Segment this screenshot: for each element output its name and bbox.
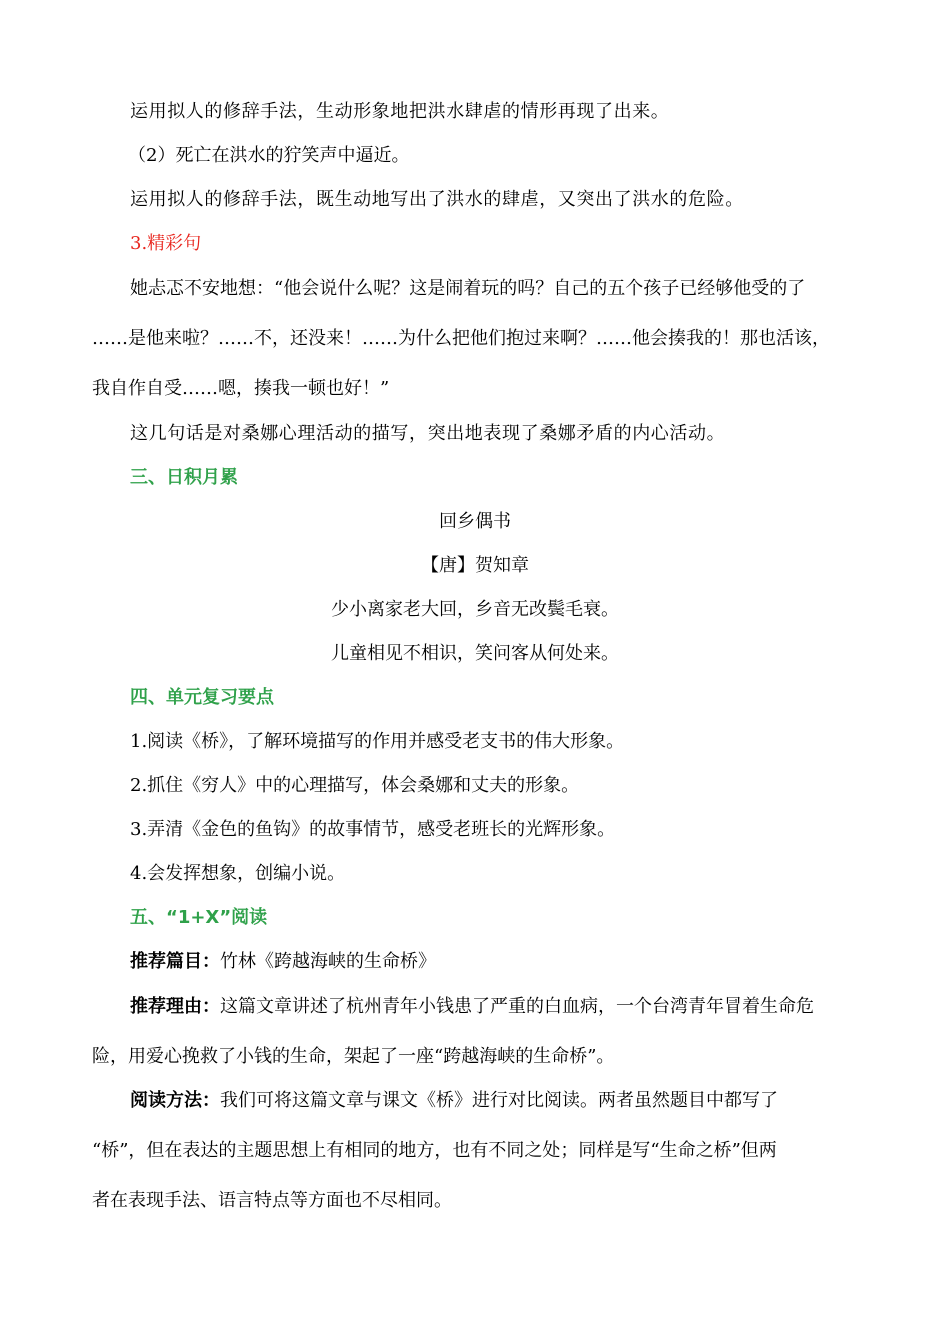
quote-line-3: 我自作自受……嗯，揍我一顿也好！”	[92, 378, 390, 399]
recommended-title-label: 推荐篇目：	[130, 951, 220, 972]
poem-author: 【唐】贺知章	[421, 555, 529, 576]
reading-method-line-1	[130, 1088, 778, 1114]
paragraph-analysis-3: 这几句话是对桑娜心理活动的描写，突出地表现了桑娜矛盾的内心活动。	[130, 423, 726, 444]
recommended-reason-line-1	[130, 994, 814, 1020]
quote-line-2: ……是他来啦？……不，还没来！……为什么把他们抱过来啊？……他会揍我的！那也活该，	[92, 328, 830, 349]
review-point-2: 2.抓住《穷人》中的心理描写，体会桑娜和丈夫的形象。	[130, 775, 580, 796]
heading-wonderful-sentence: 3.精彩句	[130, 233, 202, 254]
recommended-reason-line-2: 险，用爱心挽救了小钱的生命，架起了一座“跨越海峡的生命桥”。	[92, 1046, 615, 1067]
recommended-reason-text-1: 这篇文章讲述了杭州青年小钱患了严重的白血病，一个台湾青年冒着生命危	[220, 996, 814, 1017]
paragraph-analysis-2: 运用拟人的修辞手法，既生动地写出了洪水的肆虐，又突出了洪水的危险。	[130, 189, 744, 210]
poem-line-2: 儿童相见不相识，笑问客从何处来。	[331, 643, 619, 664]
poem-title: 回乡偶书	[439, 511, 511, 532]
reading-method-text-1: 我们可将这篇文章与课文《桥》进行对比阅读。两者虽然题目中都写了	[220, 1090, 778, 1111]
section-heading-4: 四、单元复习要点	[130, 687, 274, 708]
example-sentence-2: （2）死亡在洪水的狞笑声中逼近。	[128, 145, 410, 166]
section-heading-5: 五、“1+X”阅读	[130, 907, 268, 928]
recommended-title-line	[130, 949, 436, 975]
poem-line-1: 少小离家老大回，乡音无改鬓毛衰。	[331, 599, 619, 620]
review-point-4: 4.会发挥想象，创编小说。	[130, 863, 346, 884]
review-point-3: 3.弄清《金色的鱼钩》的故事情节，感受老班长的光辉形象。	[130, 819, 616, 840]
quote-line-1: 她忐忑不安地想：“他会说什么呢？这是闹着玩的吗？自己的五个孩子已经够他受的了	[130, 278, 806, 299]
reading-method-label: 阅读方法：	[130, 1090, 220, 1111]
paragraph-analysis-1: 运用拟人的修辞手法，生动形象地把洪水肆虐的情形再现了出来。	[130, 101, 670, 122]
reading-method-line-2: “桥”，但在表达的主题思想上有相同的地方，也有不同之处；同样是写“生命之桥”但两	[92, 1140, 777, 1161]
reading-method-line-3: 者在表现手法、语言特点等方面也不尽相同。	[92, 1190, 452, 1211]
recommended-title: 竹林《跨越海峡的生命桥》	[220, 951, 436, 972]
section-heading-3: 三、日积月累	[130, 467, 238, 488]
recommended-reason-label: 推荐理由：	[130, 996, 220, 1017]
review-point-1: 1.阅读《桥》，了解环境描写的作用并感受老支书的伟大形象。	[130, 731, 625, 752]
